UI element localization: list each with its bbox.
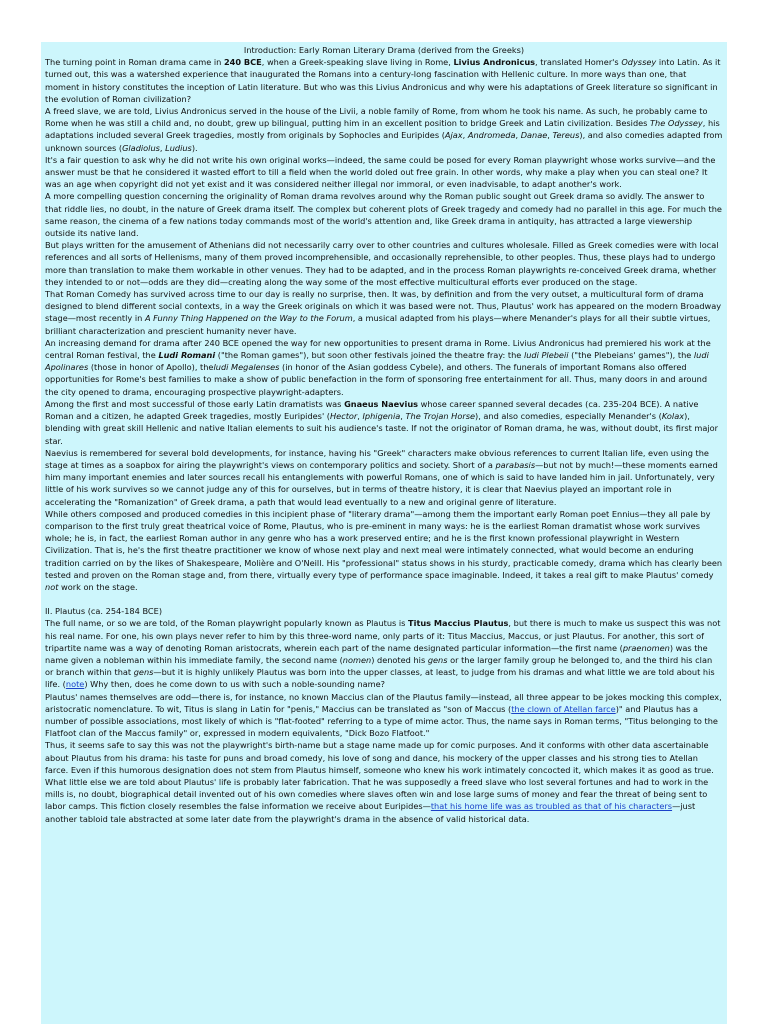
text-run: —just another tabloid tale abstracted at some later date from the playwright's drama in the absence of valid historical data.	[45, 801, 696, 824]
text-run: Thus, it seems safe to say this was not the playwright's birth-name but a stage name made up for comic purposes. And it conforms with other data ascertainable about Plautus from his drama: his taste for puns and broad comedy, his love of song and dance, his mockery of the upper classes and his strong ties to Atellan farce. Even if this humorous designation does not stem from Plautus himself, someone who knew his work intimately concocted it, which makes it as good as true.	[45, 740, 714, 775]
bold-italic-text: Ludi Romani	[158, 350, 216, 361]
text-run: But plays written for the amusement of Athenians did not necessarily carry over to other countries and cultures wholesale. Filled as Greek comedies were with local references and all sorts of Hellenisms, many of them proved incomprehensible, and occasionally reprehensible, to other peoples. Thus, these plays had to undergo more than translation to make them workable in other venues. They had to be adapted, and in the process Roman playwrights re-conceived Greek drama, whether they intended to or not—odds are they did—creating along the way some of the most effective multicultural efforts ever produced on the stage.	[45, 240, 719, 287]
text-run: , a musical adapted from his plays—where Menander's plays for all their subtle virtues, brilliant characterization and prescient humanity never have.	[45, 313, 711, 336]
text-run: ), blending with great skill Hellenic and native Italian elements to suit his audience's taste. If not the originator of Roman drama, he was, without doubt, its first major star.	[45, 411, 719, 446]
text-run: While others composed and produced comedies in this incipient phase of "literary drama"—among them the important early Roman poet Ennius—they all pale by comparison to the first truly great theatrical voice of Rome, Plautus, who is pre-eminent in many ways: he is the earliest Roman dramatist whose work survives whole; he is, in fact, the earliest Roman author in any genre who has a work preserved entire; and he is the first known professional playwright in Western Civilization. That is, he's the first theatre practitioner we know of whose next play and next meal were intimately connected, what would become an enduring tradition carried on by the likes of Shakespeare, Molière and O'Neill. His "professional" status shows in his sturdy, practicable comedy, drama which has clearly been tested and proven on the Roman stage and, from there, virtually every type of performance space imaginable. Indeed, it takes a real gift to make Plautus' comedy	[45, 508, 723, 580]
paragraph	[45, 508, 723, 593]
text-run: —but it is highly unlikely Plautus was born into the upper classes, at least, to judge from his dramas and what little we are told about his life. (	[45, 667, 715, 690]
italic-text: gens	[133, 667, 154, 678]
paragraph	[45, 190, 723, 239]
text-run: ), and also comedies adapted from unknown sources (	[45, 130, 723, 153]
text-run: Among the first and most successful of those early Latin dramatists was	[45, 398, 345, 409]
bold-text: Gnaeus Naevius	[344, 398, 419, 409]
text-run: work on the stage.	[58, 581, 138, 592]
text-run: ("the Plebeians' games"), the	[568, 350, 694, 361]
text-run: ) denoted his	[371, 654, 428, 665]
document-page	[41, 42, 727, 1024]
text-run: , when a Greek-speaking slave living in Rome,	[261, 57, 454, 68]
section-heading: II. Plautus (ca. 254-184 BCE)	[45, 606, 163, 617]
italic-text: not	[45, 581, 59, 592]
text-run: into Latin. As it turned out, this was a watershed experience that inaugurated the Romans into a century-long fascination with Hellenic culture. In more ways than one, that moment in history constitutes the inception of Latin literature. But who was this Livius Andronicus and why were his adaptations of Greek literature so significant in the evolution of Roman civilization?	[45, 57, 721, 104]
text-run: An increasing demand for drama after 240 BCE opened the way for new opportunities to present drama in Rome. Livius Andronicus had premiered his work at the central Roman festival, the	[45, 337, 711, 361]
italic-text: Gladiolus	[122, 142, 160, 153]
paragraph	[45, 739, 723, 776]
italic-text: The Trojan Horse	[405, 411, 476, 422]
italic-text: gens	[427, 654, 448, 665]
italic-text: Andromeda	[467, 130, 516, 141]
text-run: ,	[400, 411, 406, 422]
italic-text: nomen	[342, 654, 372, 665]
text-run: A more compelling question concerning the originality of Roman drama revolves around why the Roman public sought out Greek drama so avidly. The answer to that riddle lies, no doubt, in the nature of Greek drama itself. The complex but coherent plots of Greek tragedy and comedy had no parallel in this age. For much the same reason, the cinema of a few nations today commands most of the world's attention and, like Greek drama in antiquity, has attracted a large viewership outside its native land.	[45, 191, 722, 239]
paragraph	[45, 239, 723, 288]
paragraph	[45, 154, 723, 191]
paragraph	[45, 776, 723, 825]
paragraph	[45, 337, 723, 398]
text-run: or the larger family group he belonged to, and the third his clan or branch within that	[45, 654, 713, 678]
text-run: ,	[547, 130, 553, 141]
bold-text: Livius Andronicus	[453, 57, 536, 68]
paragraph	[45, 691, 723, 740]
text-run: —but not by much!—these moments earned him many important enemies and later sources recall his entanglements with powerful Romans, one of which is said to have landed him in jail. Unfortunately, very little of his work survives so we cannot judge any of this for ourselves, but in terms of theatre history, it is clear that Naevius played an important role in accelerating the "Romanization" of Greek drama, a path that would lead eventually to a new and original genre of literature.	[45, 459, 718, 507]
paragraph	[45, 288, 723, 337]
italic-text: ludi Apolinares	[45, 350, 709, 373]
italic-text: Tereus	[552, 130, 580, 141]
paragraph	[45, 398, 723, 447]
text-run: The turning point in Roman drama came in	[45, 57, 224, 68]
text-run: ,	[515, 130, 521, 141]
italic-text: Ludius	[165, 142, 192, 153]
italic-text: parabasis	[495, 459, 536, 470]
text-run: , translated Homer's	[535, 57, 622, 68]
text-run: ("the Roman games"), but soon other festivals joined the theatre fray: the	[215, 350, 524, 361]
inline-link[interactable]: that his home life was as troubled as that of his characters	[430, 801, 673, 812]
section-spacer	[45, 593, 723, 605]
text-run: ).	[191, 142, 198, 153]
italic-text: The Odyssey	[650, 118, 703, 129]
text-run: , his adaptations included several Greek tragedies, mostly from originals by Sophocles and Euripides (	[45, 118, 720, 141]
text-run: A freed slave, we are told, Livius Andronicus served in the house of the Livii, a noble family of Rome, from whom he took his name. As such, he probably came to Rome when he was still a child and, no doubt, grew up bilingual, putting him in an excellent position to bridge Greek and Latin civilization. Besides	[45, 106, 708, 129]
italic-text: ludi Plebeii	[523, 350, 569, 361]
italic-text: Danae	[520, 130, 548, 141]
text-run: ), and also comedies, especially Menander's (	[475, 411, 662, 422]
bold-text: Titus Maccius Plautus	[408, 618, 509, 629]
italic-text: A Funny Thing Happened on the Way to the Forum	[144, 313, 353, 324]
page-title: Introduction: Early Roman Literary Drama (derived from the Greeks)	[243, 45, 525, 55]
paragraph	[45, 105, 723, 154]
text-run: (those in honor of Apollo), the	[88, 362, 214, 373]
text-run: Naevius is remembered for several bold developments, for instance, having his "Greek" characters make obvious references to current Italian life, even using the stage at times as a soapbox for airing the playwright's views on contemporary politics and society. Short of a	[45, 447, 709, 470]
text-run: It's a fair question to ask why he did not write his own original works—indeed, the same could be posed for every Roman playwright whose works survive—and the answer must be that he considered it wasted effort to till a field when the world doled out free grain. In other words, why make a play when you can steal one? It was an age when copyright did not yet exist and it was considered neither illegal nor immoral, or even inadvisable, to adapt another's work.	[45, 154, 716, 190]
italic-text: ludi Megalenses	[213, 362, 280, 373]
text-run: ,	[462, 130, 468, 141]
text-run: Plautus' names themselves are odd—there is, for instance, no known Maccius clan of the Plautus family—instead, all three appear to be jokes mocking this complex, aristocratic nomenclature. To wit, Titus is slang in Latin for "penis," Maccius can be translated as "son of Maccus (	[45, 691, 722, 714]
text-run: ,	[357, 411, 363, 422]
italic-text: Kolax	[661, 411, 685, 422]
paragraph	[45, 617, 723, 690]
paragraph	[45, 447, 723, 508]
text-run: whose career spanned several decades (ca. 235-204 BCE). A native Roman and a citizen, he adapted Greek tragedies, mostly Euripides' (	[45, 398, 699, 422]
inline-link[interactable]: note	[65, 679, 85, 690]
text-run: What little else we are told about Plautus' life is probably later fabrication. That he was supposedly a freed slave who lost several fortunes and had to work in the mills is, no doubt, biographical detail invented out of his own comedies where slaves often win and lose large sums of money and fear the threat of being sent to labor camps. This fiction closely resembles the false information we receive about Euripides—	[45, 776, 709, 812]
text-run: , but there is much to make us suspect this was not his real name. For one, his own plays never refer to him by this three-word name, only parts of it: Titus Maccius, Maccus, or just Plautus. For another, this sort of tripartite name was a way of denoting Roman aristocrats, wherein each part of the name designated particular information—the first name (	[45, 618, 721, 653]
bold-text: 240 BCE	[223, 57, 262, 68]
italic-text: Ajax	[444, 130, 463, 141]
italic-text: Odyssey	[621, 57, 657, 68]
italic-text: praenomen	[622, 642, 670, 653]
text-run: The full name, or so we are told, of the Roman playwright popularly known as Plautus is	[45, 618, 409, 629]
italic-text: Iphigenia	[362, 411, 401, 422]
text-run: That Roman Comedy has survived across time to our day is really no surprise, then. It was, by definition and from the very outset, a multicultural form of drama designed to blend different social contexts, in a way the Greek originals on which it was based were not. Thus, Plautus' work has appeared on the modern Broadway stage—most recently in	[45, 289, 722, 324]
text-run: (in honor of the Asian goddess Cybele), and others. The funerals of important Romans also offered opportunities for Rome's best families to make a show of public benefaction in the form of sponsoring free entertainment for all. Thus, many doors in and around the city opened to drama, encouraging prospective playwright-adapters.	[45, 362, 708, 397]
text-run: ,	[159, 142, 166, 153]
text-run: ) was the name given a nobleman within his immediate family, the second name (	[45, 642, 708, 665]
italic-text: Hector	[330, 411, 358, 422]
paragraph	[45, 56, 723, 105]
text-run: ) Why then, does he come down to us with such a noble-sounding name?	[84, 679, 386, 690]
text-run: )" and Plautus has a number of possible associations, most likely of which is "flat-footed" referring to a type of mime actor. Thus, the name says in Roman terms, "Titus belonging to the Flatfoot clan of the Maccus family" or, expressed in modern equivalents, "Dick Bozo Flatfoot."	[45, 703, 718, 739]
inline-link[interactable]: the clown of Atellan farce	[511, 703, 616, 714]
